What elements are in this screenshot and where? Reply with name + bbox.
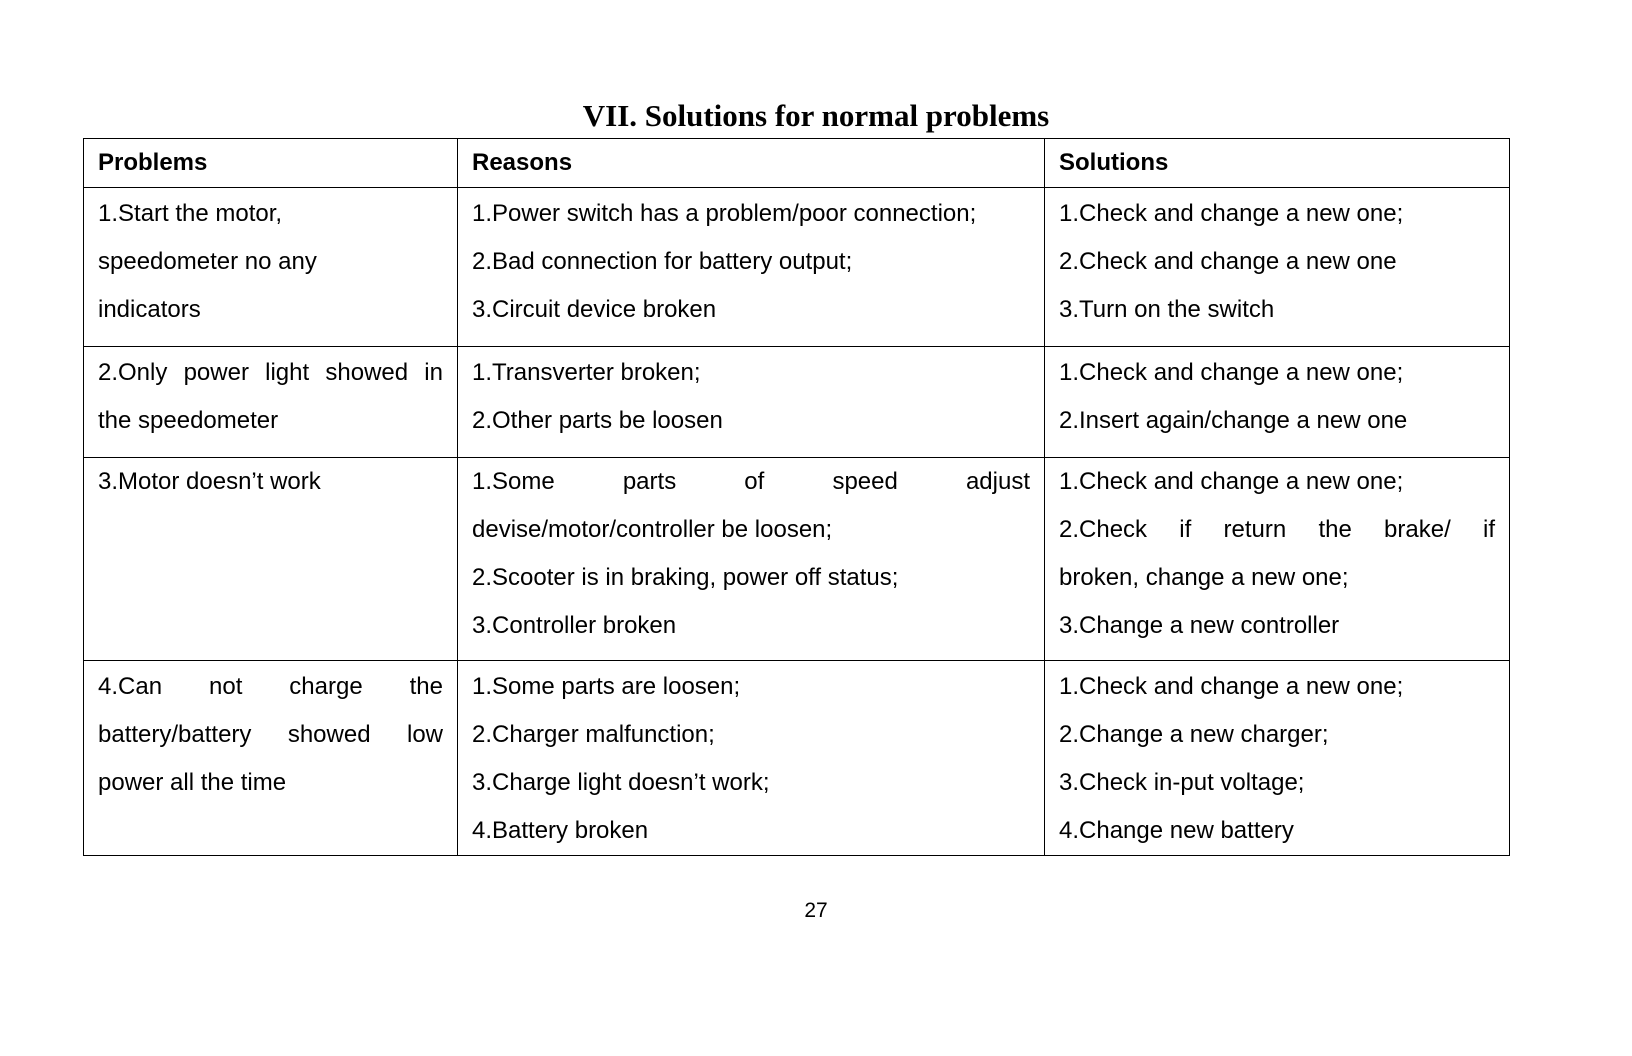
solution-line: 2.Check and change a new one — [1059, 248, 1397, 275]
reason-line: 4.Battery broken — [472, 817, 649, 844]
reason-line: 1.Transverter broken; — [472, 359, 701, 386]
solution-line: 2.Change a new charger; — [1059, 721, 1329, 748]
reasons-cell — [458, 188, 1045, 347]
problem-cell — [84, 188, 458, 347]
problem-line: 2.Only power light showed in — [98, 359, 443, 386]
table-row — [84, 661, 1510, 856]
problem-line: indicators — [98, 296, 201, 323]
solution-line: 1.Check and change a new one; — [1059, 359, 1404, 386]
table-row — [84, 347, 1510, 458]
problem-cell — [84, 347, 458, 458]
solution-line: broken, change a new one; — [1059, 564, 1349, 591]
reason-line: 2.Charger malfunction; — [472, 721, 715, 748]
solution-line: 3.Turn on the switch — [1059, 296, 1275, 323]
solutions-cell — [1045, 458, 1510, 661]
reason-line: 2.Other parts be loosen — [472, 407, 723, 434]
header-solutions: Solutions — [1045, 139, 1510, 188]
problem-line: battery/battery showed low — [98, 721, 443, 748]
solution-line: 3.Change a new controller — [1059, 612, 1340, 639]
reasons-cell — [458, 458, 1045, 661]
problem-cell — [84, 661, 458, 856]
reason-line: 3.Controller broken — [472, 612, 677, 639]
reason-line: 3.Charge light doesn’t work; — [472, 769, 770, 796]
problem-line: 1.Start the motor, — [98, 200, 283, 227]
solutions-cell — [1045, 347, 1510, 458]
reason-line: 1.Some parts of speed adjust — [472, 468, 1030, 495]
header-problems: Problems — [84, 139, 458, 188]
reason-line: 3.Circuit device broken — [472, 296, 717, 323]
problem-line: power all the time — [98, 769, 287, 796]
reason-line: devise/motor/controller be loosen; — [472, 516, 833, 543]
solution-line: 3.Check in-put voltage; — [1059, 769, 1305, 796]
problem-line: 4.Can not charge the — [98, 673, 443, 700]
reason-line: 1.Some parts are loosen; — [472, 673, 741, 700]
reasons-cell — [458, 661, 1045, 856]
problem-line: speedometer no any — [98, 248, 317, 275]
solution-line: 1.Check and change a new one; — [1059, 468, 1404, 495]
reason-line: 2.Scooter is in braking, power off status; — [472, 564, 899, 591]
reason-line: 1.Power switch has a problem/poor connection; — [472, 200, 977, 227]
table-row — [84, 458, 1510, 661]
solution-line: 4.Change new battery — [1059, 817, 1294, 844]
reasons-cell — [458, 347, 1045, 458]
header-reasons: Reasons — [458, 139, 1045, 188]
solution-line: 1.Check and change a new one; — [1059, 673, 1404, 700]
reason-line: 2.Bad connection for battery output; — [472, 248, 853, 275]
solution-line: 1.Check and change a new one; — [1059, 200, 1404, 227]
solution-line: 2.Check if return the brake/ if — [1059, 516, 1495, 543]
problem-cell — [84, 458, 458, 661]
solution-line: 2.Insert again/change a new one — [1059, 407, 1408, 434]
problem-line: the speedometer — [98, 407, 279, 434]
troubleshooting-table — [83, 138, 1510, 856]
page-title: VII. Solutions for normal problems — [582, 98, 1050, 133]
table-header-row — [84, 139, 1510, 188]
table-row — [84, 188, 1510, 347]
page-number: 27 — [804, 899, 828, 922]
problem-line: 3.Motor doesn’t work — [98, 468, 321, 495]
solutions-cell — [1045, 188, 1510, 347]
solutions-cell — [1045, 661, 1510, 856]
